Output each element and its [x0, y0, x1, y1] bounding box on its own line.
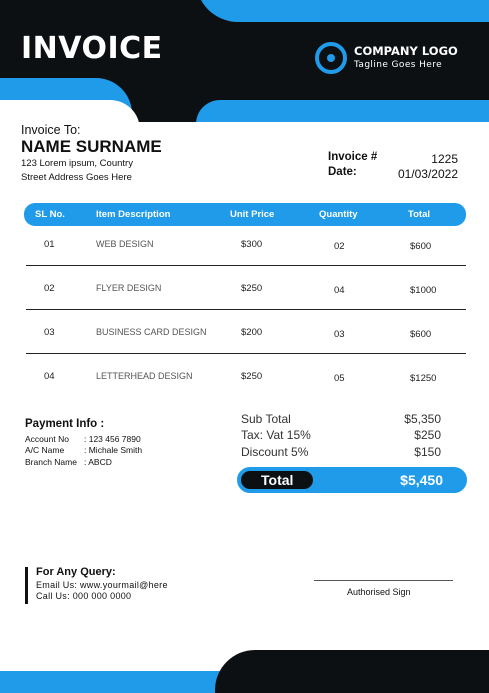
branch-name-label: Branch Name [25, 457, 77, 467]
row-total: $1000 [410, 285, 437, 296]
row-total: $600 [410, 241, 432, 252]
row-total: $1250 [410, 373, 437, 384]
row-quantity: 03 [334, 329, 345, 340]
company-tagline: Tagline Goes Here [354, 60, 443, 70]
footer-accent-blue [0, 671, 240, 693]
col-total: Total [408, 209, 430, 220]
invoice-to-label: Invoice To: [21, 123, 81, 137]
tax-label: Tax: Vat 15% [241, 428, 311, 442]
row-unit-price: $300 [241, 239, 263, 250]
subtotal-value: $5,350 [404, 412, 441, 426]
ac-name-value: : Michale Smith [84, 445, 143, 455]
row-quantity: 05 [334, 373, 345, 384]
address-line-2: Street Address Goes Here [21, 172, 132, 183]
header-accent-top [196, 0, 489, 22]
invoice-date: 01/03/2022 [397, 167, 458, 181]
row-sl: 02 [44, 283, 55, 294]
company-logo-text: COMPANY LOGO [354, 44, 458, 58]
ac-name-label: A/C Name [25, 445, 65, 455]
table-row [26, 222, 466, 266]
row-unit-price: $200 [241, 327, 263, 338]
query-divider [25, 567, 28, 604]
payment-info-heading: Payment Info : [25, 418, 105, 430]
query-email: Email Us: www.yourmail@here [36, 580, 168, 590]
row-quantity: 02 [334, 241, 345, 252]
customer-name: NAME SURNAME [21, 137, 162, 156]
branch-name-value: : ABCD [84, 457, 112, 467]
discount-label: Discount 5% [241, 445, 309, 459]
tax-value: $250 [414, 428, 441, 442]
grand-total-value: $5,450 [400, 472, 443, 488]
row-total: $600 [410, 329, 432, 340]
table-row [26, 310, 466, 354]
table-row [26, 354, 466, 398]
invoice-number: 1225 [431, 152, 458, 166]
invoice-title: INVOICE [21, 31, 163, 66]
grand-total-bar [237, 467, 467, 493]
query-heading: For Any Query: [36, 566, 116, 578]
row-sl: 04 [44, 371, 55, 382]
discount-value: $150 [414, 445, 441, 459]
col-quantity: Quantity [319, 209, 358, 220]
total-label: Total [261, 472, 294, 488]
col-unit-price: Unit Price [230, 209, 275, 220]
row-quantity: 04 [334, 285, 345, 296]
row-sl: 01 [44, 239, 55, 250]
subtotal-label: Sub Total [241, 412, 291, 426]
address-line-1: 123 Lorem ipsum, Country [21, 158, 133, 169]
table-row [26, 266, 466, 310]
customer-address [21, 157, 133, 185]
row-description: FLYER DESIGN [96, 283, 162, 293]
authorised-sign-label: Authorised Sign [347, 587, 411, 597]
date-label: Date: [328, 166, 357, 178]
invoice-number-label: Invoice # [328, 151, 378, 163]
footer-accent-dark [215, 650, 489, 693]
ring-logo-icon [315, 42, 347, 74]
col-item-description: Item Description [96, 209, 171, 220]
row-unit-price: $250 [241, 371, 263, 382]
account-no-value: : 123 456 7890 [84, 434, 141, 444]
total-label-pill [241, 471, 313, 489]
row-description: WEB DESIGN [96, 239, 154, 249]
row-sl: 03 [44, 327, 55, 338]
query-phone: Call Us: 000 000 0000 [36, 591, 132, 601]
row-description: LETTERHEAD DESIGN [96, 371, 193, 381]
row-description: BUSINESS CARD DESIGN [96, 327, 207, 337]
account-no-label: Account No [25, 434, 69, 444]
signature-line [314, 580, 453, 581]
row-unit-price: $250 [241, 283, 263, 294]
col-sl-no: SL No. [35, 209, 65, 220]
